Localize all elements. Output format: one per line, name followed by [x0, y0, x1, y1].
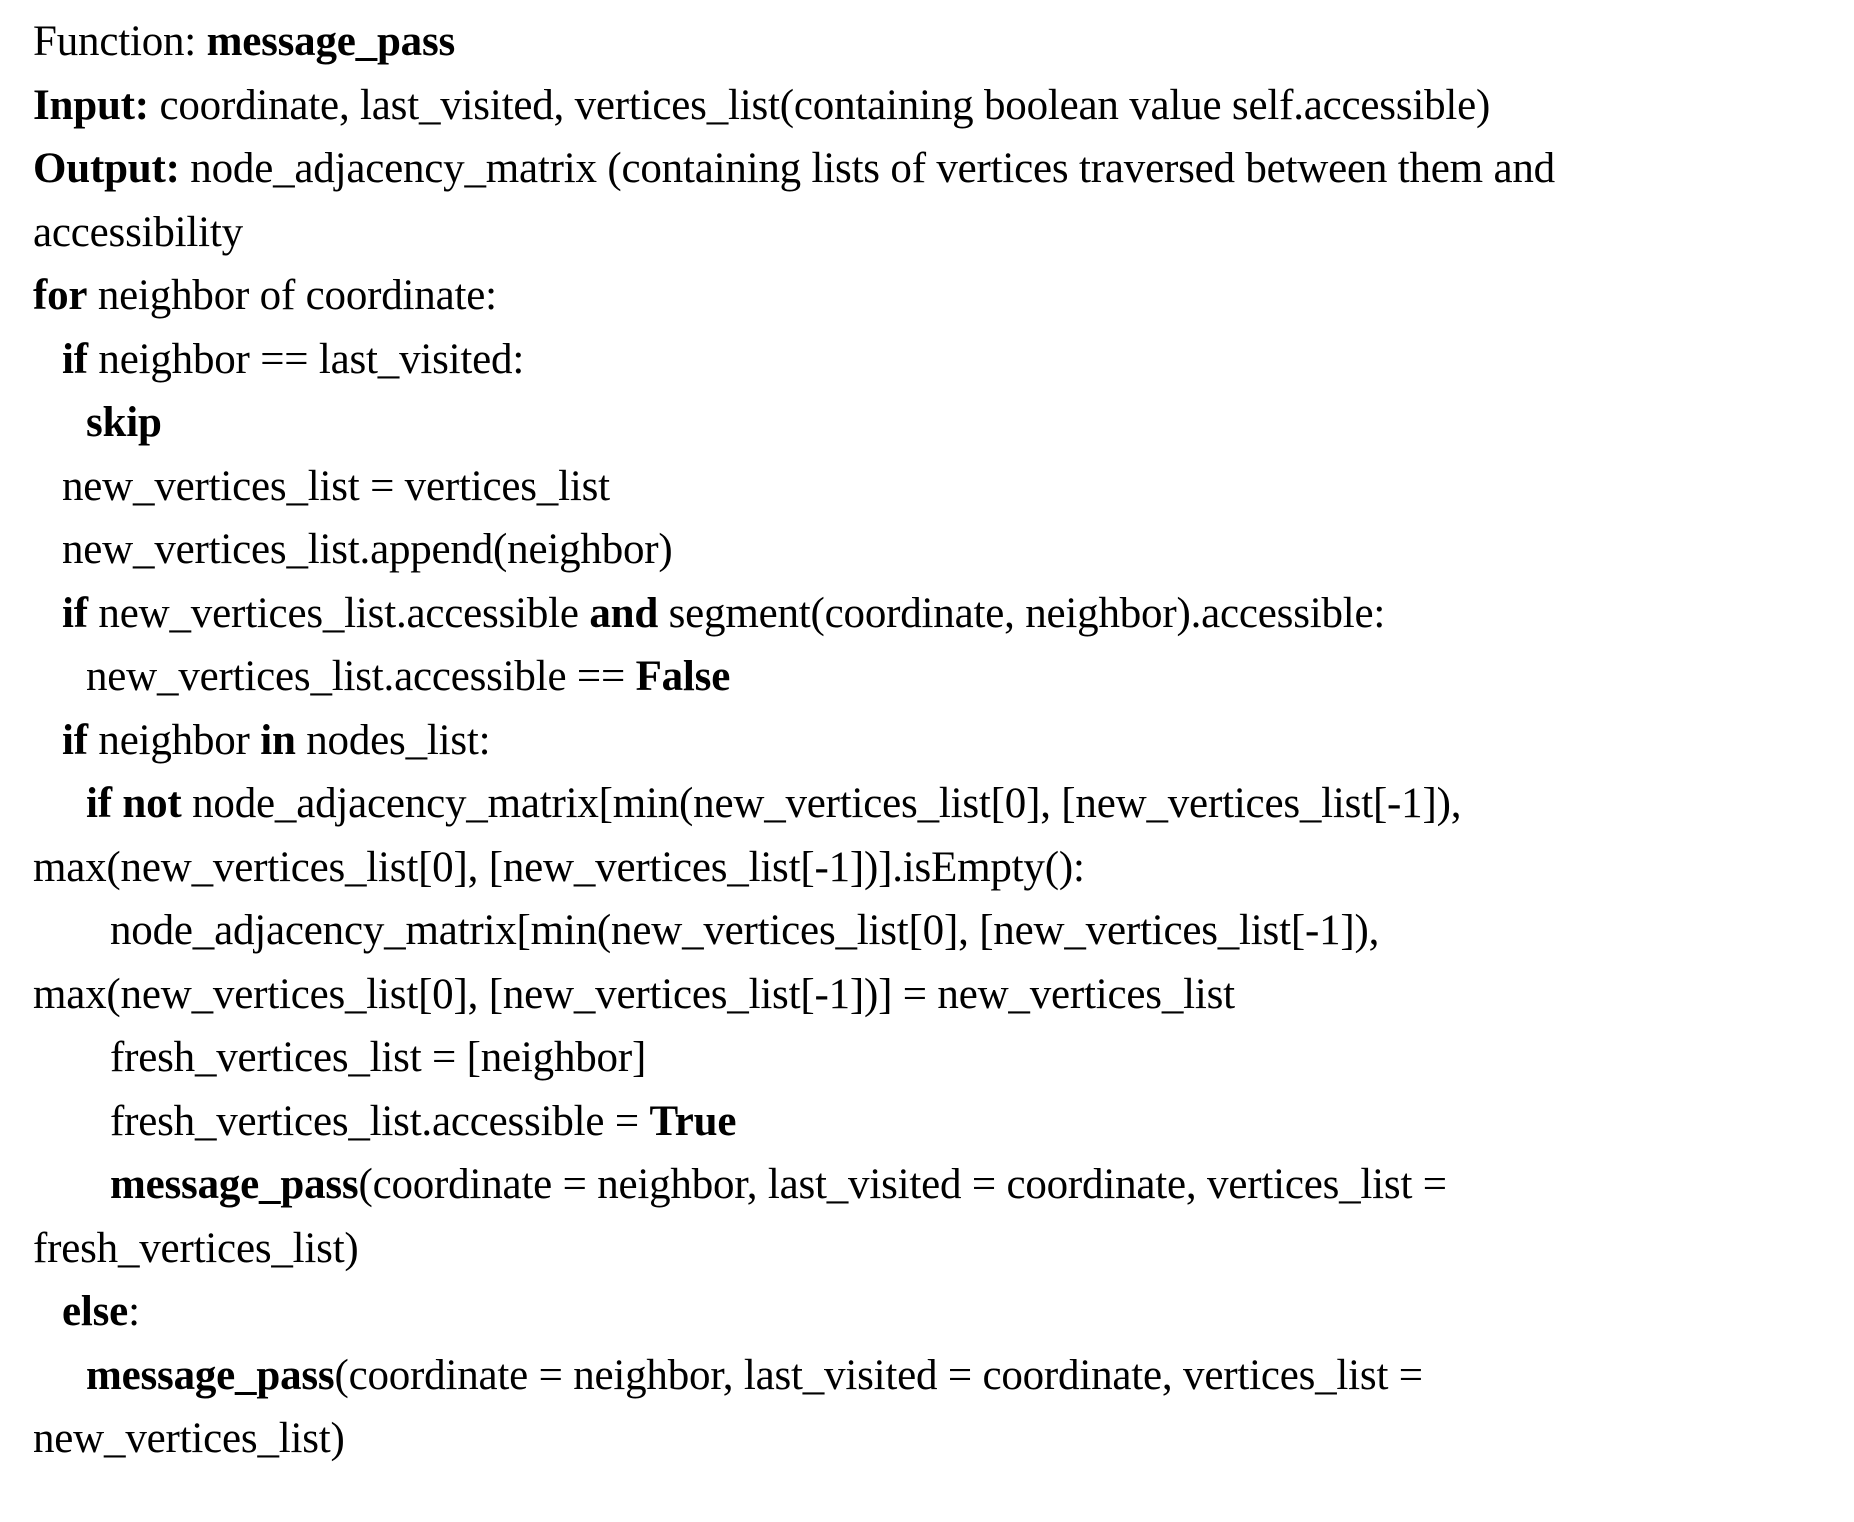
code-line — [33, 74, 1844, 138]
code-text: node_adjacency_matrix[min(new_vertices_list[0], [new_vertices_list[-1]), — [110, 907, 1380, 954]
code-text: coordinate, last_visited, vertices_list(containing boolean value self.accessible) — [148, 81, 1491, 129]
code-line — [33, 772, 1844, 836]
code-line — [33, 264, 1844, 328]
code-text: neighbor of coordinate: — [87, 272, 497, 319]
code-keyword: if not — [86, 780, 182, 827]
code-text: (coordinate = neighbor, last_visited = coordinate, vertices_list = — [334, 1351, 1423, 1399]
code-keyword: skip — [86, 399, 162, 446]
code-text: neighbor — [87, 716, 261, 764]
code-line — [33, 455, 1844, 519]
code-line — [33, 1090, 1844, 1154]
code-line — [33, 328, 1844, 392]
code-keyword: in — [260, 716, 296, 764]
code-line — [33, 709, 1844, 773]
code-text: fresh_vertices_list = [neighbor] — [110, 1034, 647, 1081]
code-text: new_vertices_list = vertices_list — [62, 462, 610, 510]
code-keyword: else — [62, 1288, 129, 1335]
code-line — [33, 10, 1844, 74]
code-line — [33, 963, 1844, 1027]
code-line — [33, 582, 1844, 646]
code-line — [33, 518, 1844, 582]
code-text: max(new_vertices_list[0], [new_vertices_list[-1])].isEmpty(): — [33, 843, 1085, 891]
code-text: node_adjacency_matrix[min(new_vertices_list[0], [new_vertices_list[-1]), — [181, 780, 1462, 827]
code-keyword: and — [589, 589, 659, 637]
code-keyword: message_pass — [206, 18, 456, 65]
code-line — [33, 1026, 1844, 1090]
code-text: Function: — [33, 18, 207, 65]
code-text: nodes_list: — [295, 716, 491, 764]
code-line — [33, 1344, 1844, 1408]
code-keyword: Input: — [33, 81, 149, 129]
code-text: new_vertices_list.accessible == — [86, 653, 636, 700]
code-text: node_adjacency_matrix (containing lists of vertices traversed between them and — [179, 145, 1555, 192]
code-keyword: Output: — [33, 145, 180, 192]
code-keyword: True — [649, 1097, 737, 1145]
code-line — [33, 1217, 1844, 1281]
code-keyword: if — [62, 716, 88, 764]
code-line — [33, 899, 1844, 963]
code-line — [33, 1153, 1844, 1217]
code-keyword: message_pass — [86, 1351, 335, 1399]
code-text: fresh_vertices_list) — [33, 1224, 359, 1272]
code-text: fresh_vertices_list.accessible = — [110, 1097, 650, 1145]
code-line — [33, 1280, 1844, 1344]
code-line — [33, 836, 1844, 900]
code-keyword: False — [635, 653, 731, 700]
code-keyword: message_pass — [110, 1161, 359, 1208]
code-text: new_vertices_list.accessible — [87, 589, 590, 637]
code-text: neighbor == last_visited: — [87, 335, 525, 383]
code-text: max(new_vertices_list[0], [new_vertices_list[-1])] = new_vertices_list — [33, 970, 1235, 1018]
code-text: : — [128, 1288, 140, 1335]
code-line — [33, 137, 1844, 201]
code-text: accessibility — [33, 208, 243, 256]
code-keyword: for — [33, 272, 88, 319]
code-text: new_vertices_list.append(neighbor) — [62, 526, 673, 573]
pseudocode-block — [33, 10, 1844, 1471]
code-text: new_vertices_list) — [33, 1415, 345, 1462]
code-line — [33, 201, 1844, 265]
code-line — [33, 391, 1844, 455]
code-line — [33, 645, 1844, 709]
code-text: (coordinate = neighbor, last_visited = coordinate, vertices_list = — [358, 1161, 1447, 1208]
code-text: segment(coordinate, neighbor).accessible: — [658, 589, 1386, 637]
code-keyword: if — [62, 589, 88, 637]
code-keyword: if — [62, 335, 88, 383]
code-line — [33, 1407, 1844, 1471]
